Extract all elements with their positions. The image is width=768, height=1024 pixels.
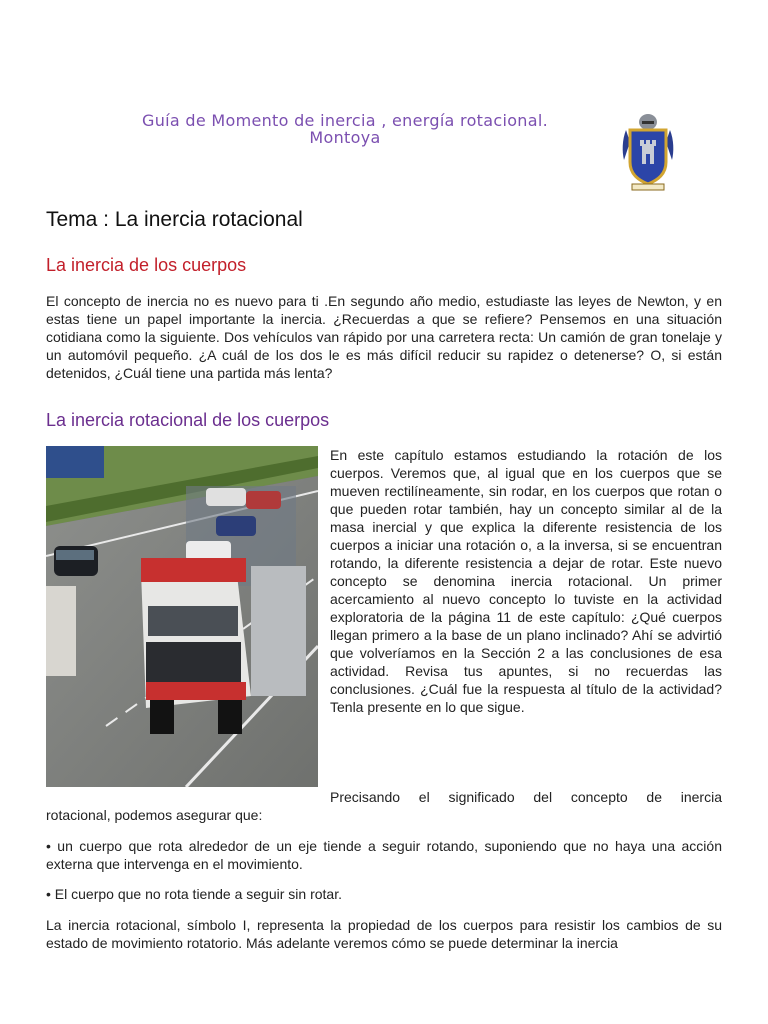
section-heading-rotational: La inercia rotacional de los cuerpos <box>46 410 330 430</box>
closing-paragraph: La inercia rotacional, símbolo I, representa la propiedad de los cuerpos para resistir los cambios de su estado de movimiento rotatorio. Más adelante veremos cómo se puede determinar la inercia <box>46 917 722 951</box>
header-line-2: Montoya <box>309 128 381 147</box>
intro-paragraph: El concepto de inercia no es nuevo para ti .En segundo año medio, estudiaste las leyes de Newton, y en estas tiene un papel importante la inercia. ¿Recuerdas a que se refiere? Pensemos en una situación cotidiana como la siguiente. Dos vehículos van rápido por una carretera recta: Un camión de gran tonelaje y un automóvil pequeño. ¿A cuál de los dos le es más difícil reducir su rapidez o detenerse? O, si están detenidos, ¿Cuál tiene una partida más lenta? <box>46 293 722 381</box>
rotational-inertia-paragraph: En este capítulo estamos estudiando la rotación de los cuerpos. Veremos que, al igual que en los cuerpos que se mueven rectilíneamente, sin rodar, en los cuerpos que rotan o que pueden rotar también, hay un concepto similar al de la masa inercial y que explica la diferente resistencia de los cuerpos a iniciar una rotación o, a la inversa, si se encuentran rotando, la diferente resistencia a dejar de rotar. Este nuevo concepto se denomina inercia rotacional. Un primer acercamiento al nuevo concepto lo tuviste en la actividad exploratoria de la página 11 de este capítulo: ¿Qué cuerpos llegan primero a la base de un plano inclinado? Ahí se advirtió que volveríamos en la Sección 2 a las conclusiones de esa actividad. Revisa tus apuntes, si no recuerdas las conclusiones. ¿Cuál fue la respuesta al título de la actividad? Tenla presente en lo que sigue. <box>330 447 722 715</box>
page-title: Tema : La inercia rotacional <box>46 208 303 231</box>
header-line-1: Guía de Momento de inercia , energía rotacional. <box>142 111 548 130</box>
coat-of-arms-icon <box>620 112 676 194</box>
document-header-title <box>60 112 630 146</box>
truck-highway-photo <box>46 446 318 787</box>
precisando-line: Precisando el significado del concepto de inercia <box>330 789 722 805</box>
bullet-item-2: • El cuerpo que no rota tiende a seguir sin rotar. <box>46 886 342 902</box>
precisando-line-2: rotacional, podemos asegurar que: <box>46 807 263 823</box>
bullet-item-1: • un cuerpo que rota alrededor de un eje tiende a seguir rotando, suponiendo que no haya una acción externa que intervenga en el movimiento. <box>46 838 722 872</box>
section-heading-inertia: La inercia de los cuerpos <box>46 255 247 275</box>
